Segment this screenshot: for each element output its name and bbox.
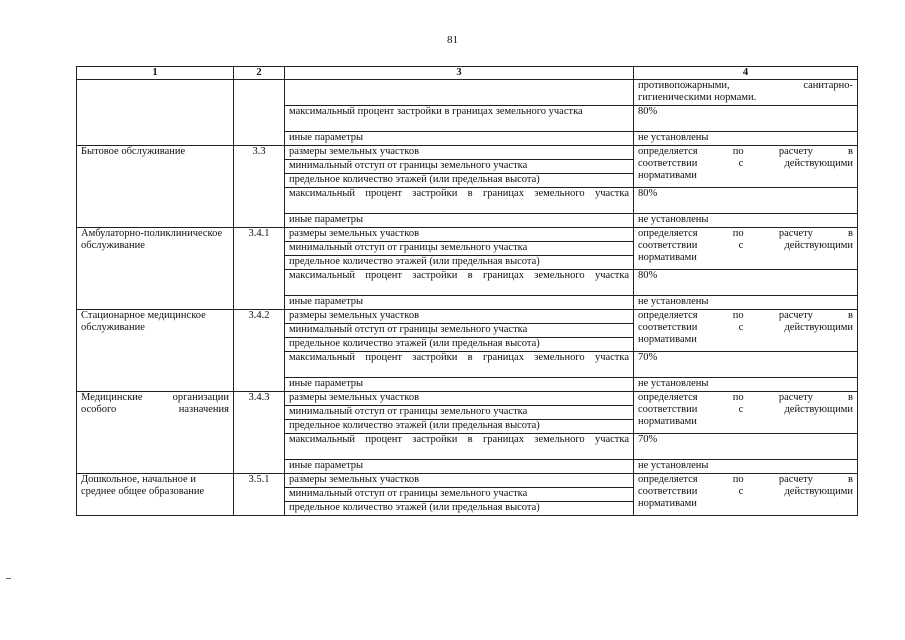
value-build-percent: 80% <box>634 188 858 214</box>
param-other: иные параметры <box>285 296 634 310</box>
value-calc-line: определяется по расчету в <box>638 310 853 321</box>
value-calc-line: соответствии с действующими <box>638 240 853 251</box>
header-col-4: 4 <box>634 67 858 80</box>
use-type-name: Бытовое обслуживание <box>77 146 234 228</box>
param-min-setback: минимальный отступ от границы земельного участка <box>285 406 634 420</box>
use-type-name: Медицинские организации особого назначения <box>77 392 234 474</box>
param-other: иные параметры <box>285 460 634 474</box>
table-row <box>77 146 858 160</box>
use-type-code: 3.3 <box>234 146 285 228</box>
value-calc-line: соответствии с действующими <box>638 404 853 415</box>
value-build-percent: 80% <box>634 270 858 296</box>
table-row <box>77 80 858 106</box>
value-calc-line: нормативами <box>638 334 697 345</box>
param-plot-size: размеры земельных участков <box>285 310 634 324</box>
value-build-percent: 70% <box>634 352 858 378</box>
value-calc <box>634 474 858 516</box>
value-other: не установлены <box>634 378 858 392</box>
continuation-name-cell <box>77 80 234 146</box>
param-max-floors: предельное количество этажей (или предельная высота) <box>285 174 634 188</box>
value-calc-line: определяется по расчету в <box>638 146 853 157</box>
param-min-setback: минимальный отступ от границы земельного участка <box>285 160 634 174</box>
param-min-setback: минимальный отступ от границы земельного участка <box>285 488 634 502</box>
param-min-setback: минимальный отступ от границы земельного участка <box>285 324 634 338</box>
value-calc-line: соответствии с действующими <box>638 322 853 333</box>
value-calc-line: нормативами <box>638 416 697 427</box>
param-build-percent: максимальный процент застройки в границах земельного участка <box>285 106 634 132</box>
continuation-code-cell <box>234 80 285 146</box>
header-col-2: 2 <box>234 67 285 80</box>
continuation-value-line: гигиеническими нормами. <box>638 92 757 103</box>
use-type-code: 3.4.3 <box>234 392 285 474</box>
param-max-floors: предельное количество этажей (или предельная высота) <box>285 338 634 352</box>
value-calc-line: определяется по расчету в <box>638 228 853 239</box>
use-type-name: Дошкольное, начальное и среднее общее образование <box>77 474 234 516</box>
value-calc-line: нормативами <box>638 498 697 509</box>
continuation-param-cell <box>285 80 634 106</box>
value-other: не установлены <box>634 214 858 228</box>
value-calc-line: соответствии с действующими <box>638 158 853 169</box>
value-other: не установлены <box>634 460 858 474</box>
param-max-floors: предельное количество этажей (или предельная высота) <box>285 502 634 516</box>
value-build-percent: 70% <box>634 434 858 460</box>
param-max-floors: предельное количество этажей (или предельная высота) <box>285 420 634 434</box>
value-calc-line: нормативами <box>638 252 697 263</box>
param-plot-size: размеры земельных участков <box>285 228 634 242</box>
table-row <box>77 228 858 242</box>
value-calc-line: определяется по расчету в <box>638 392 853 403</box>
continuation-value-line: противопожарными, санитарно- <box>638 80 853 91</box>
param-build-percent: максимальный процент застройки в границах земельного участка <box>285 188 634 214</box>
use-type-code: 3.5.1 <box>234 474 285 516</box>
table-row <box>77 392 858 406</box>
value-calc-line: нормативами <box>638 170 697 181</box>
param-other: иные параметры <box>285 132 634 146</box>
use-type-code: 3.4.2 <box>234 310 285 392</box>
header-col-1: 1 <box>77 67 234 80</box>
value-other: не установлены <box>634 296 858 310</box>
page-number: 81 <box>447 34 458 46</box>
param-build-percent: максимальный процент застройки в границах земельного участка <box>285 352 634 378</box>
value-calc <box>634 392 858 434</box>
param-max-floors: предельное количество этажей (или предельная высота) <box>285 256 634 270</box>
param-plot-size: размеры земельных участков <box>285 392 634 406</box>
param-build-percent: максимальный процент застройки в границах земельного участка <box>285 270 634 296</box>
value-calc <box>634 146 858 188</box>
param-plot-size: размеры земельных участков <box>285 474 634 488</box>
param-other: иные параметры <box>285 378 634 392</box>
param-plot-size: размеры земельных участков <box>285 146 634 160</box>
use-type-name: Амбулаторно-поликлиническое обслуживание <box>77 228 234 310</box>
param-min-setback: минимальный отступ от границы земельного участка <box>285 242 634 256</box>
continuation-value-cell <box>634 80 858 106</box>
value-calc <box>634 228 858 270</box>
value-calc-line: соответствии с действующими <box>638 486 853 497</box>
use-type-code: 3.4.1 <box>234 228 285 310</box>
margin-mark <box>6 578 11 579</box>
param-other: иные параметры <box>285 214 634 228</box>
land-use-parameters-table <box>76 66 858 516</box>
use-type-name: Стационарное медицинское обслуживание <box>77 310 234 392</box>
value-calc-line: определяется по расчету в <box>638 474 853 485</box>
table-row <box>77 474 858 488</box>
param-build-percent: максимальный процент застройки в границах земельного участка <box>285 434 634 460</box>
value-other: не установлены <box>634 132 858 146</box>
value-build-percent: 80% <box>634 106 858 132</box>
table-row <box>77 310 858 324</box>
value-calc <box>634 310 858 352</box>
table-body <box>77 80 858 516</box>
table-header-row <box>77 67 858 80</box>
header-col-3: 3 <box>285 67 634 80</box>
